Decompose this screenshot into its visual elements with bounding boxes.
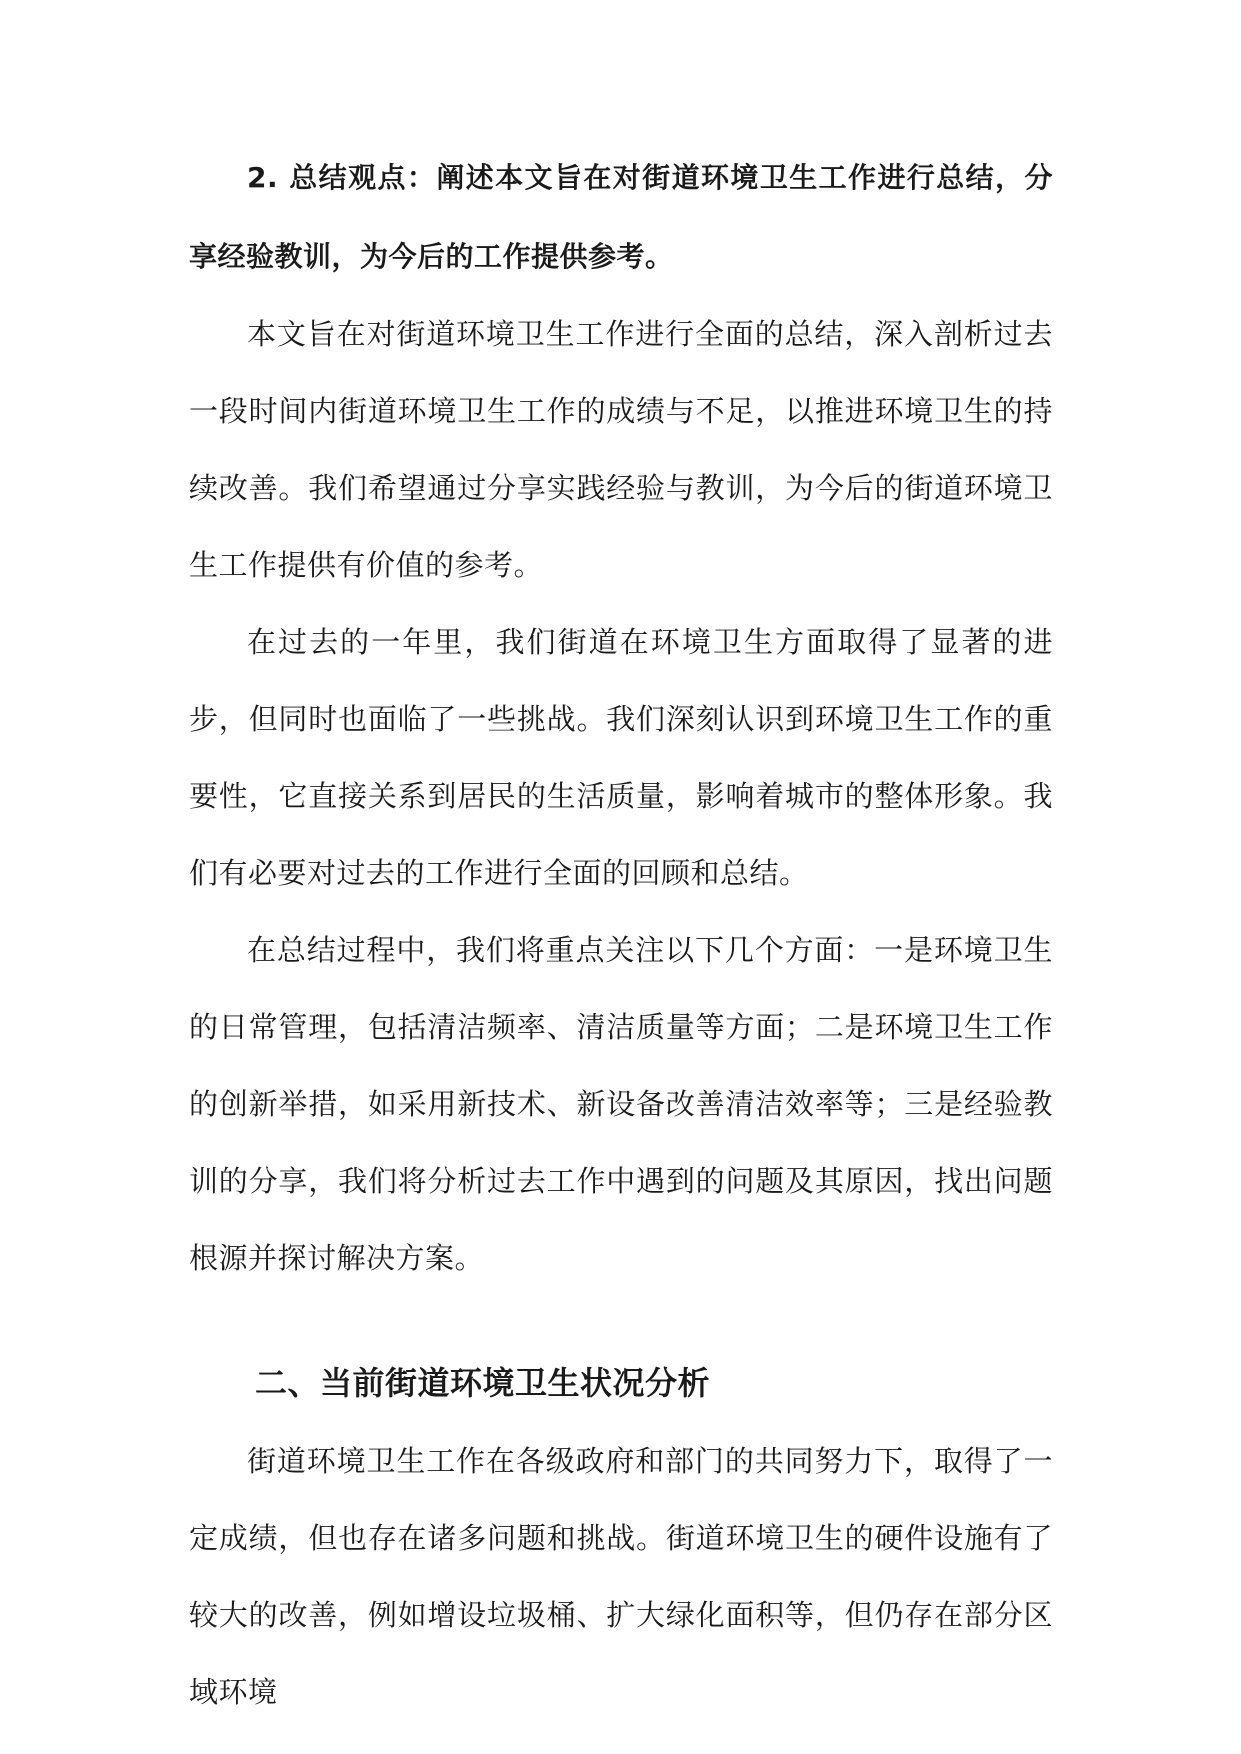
body-paragraph: 在过去的一年里，我们街道在环境卫生方面取得了显著的进步，但同时也面临了一些挑战。我们深刻认识到环境卫生工作的重要性，它直接关系到居民的生活质量，影响着城市的整体形象。我们有必要对过去的工作进行全面的回顾和总结。 <box>189 625 1053 890</box>
document-page <box>189 138 1053 1731</box>
summary-point: 2. 总结观点：阐述本文旨在对街道环境卫生工作进行总结，分享经验教训，为今后的工作提供参考。 <box>189 161 1053 273</box>
section-heading: 二、当前街道环境卫生状况分析 <box>255 1364 711 1402</box>
section-paragraph: 街道环境卫生工作在各级政府和部门的共同努力下，取得了一定成绩，但也存在诸多问题和挑战。街道环境卫生的硬件设施有了较大的改善，例如增设垃圾桶、扩大绿化面积等，但仍存在部分区域环境 <box>189 1444 1053 1709</box>
body-paragraph: 本文旨在对街道环境卫生工作进行全面的总结，深入剖析过去一段时间内街道环境卫生工作的成绩与不足，以推进环境卫生的持续改善。我们希望通过分享实践经验与教训，为今后的街道环境卫生工作提供有价值的参考。 <box>189 317 1053 582</box>
body-paragraph: 在总结过程中，我们将重点关注以下几个方面：一是环境卫生的日常管理，包括清洁频率、清洁质量等方面；二是环境卫生工作的创新举措，如采用新技术、新设备改善清洁效率等；三是经验教训的分享，我们将分析过去工作中遇到的问题及其原因，找出问题根源并探讨解决方案。 <box>189 933 1053 1275</box>
